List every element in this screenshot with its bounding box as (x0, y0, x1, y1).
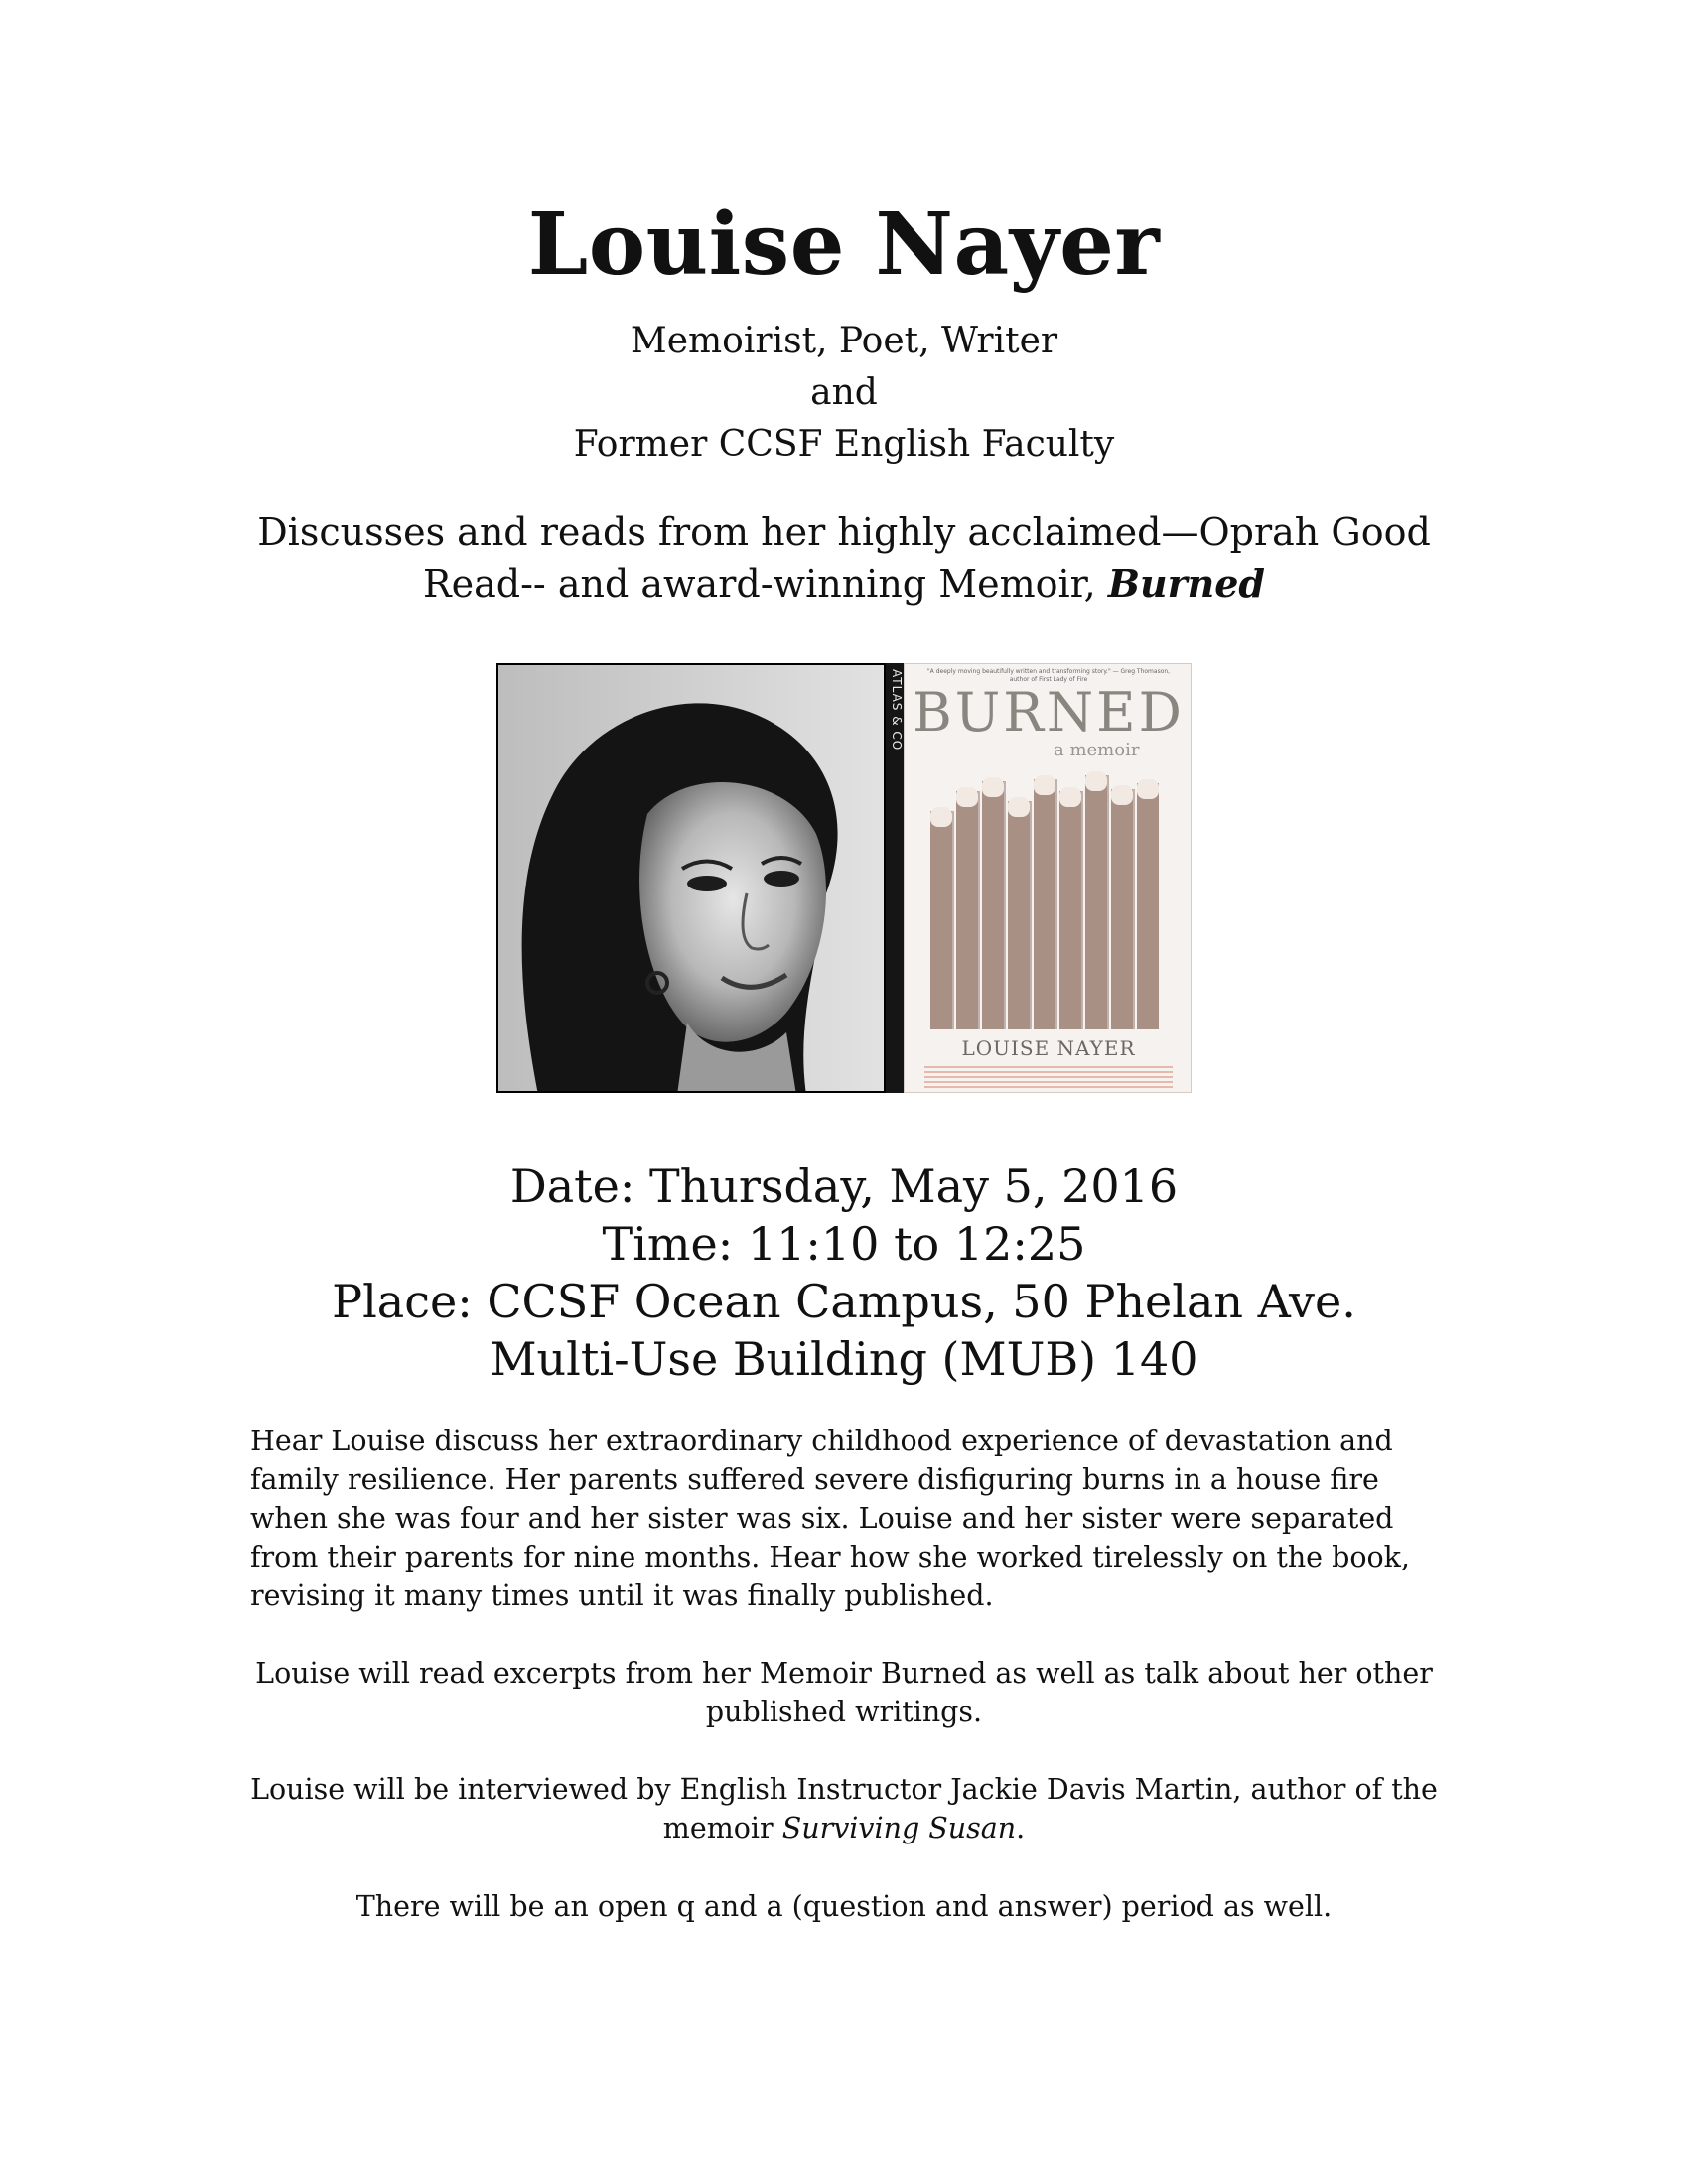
book-blurb: "A deeply moving beautifully written and transforming story." — Greg Thomason, author of First Lady of Fire (926, 668, 1171, 683)
summary-book-title: Burned (1107, 561, 1265, 606)
author-portrait-graphic (498, 665, 886, 1093)
book-cover (904, 663, 1192, 1093)
roles-line-2: and (810, 372, 878, 413)
roles-line-3: Former CCSF English Faculty (573, 424, 1115, 465)
book-spine: ATLAS & CO (886, 663, 904, 1093)
author-roles (0, 316, 1688, 471)
roles-line-1: Memoirist, Poet, Writer (630, 321, 1058, 361)
author-photo (496, 663, 886, 1093)
matches-illustration (930, 761, 1169, 1029)
event-room: Multi-Use Building (MUB) 140 (490, 1332, 1198, 1386)
summary-text: Discusses and reads from her highly acclaimed—Oprah Good Read-- and award-winning Memoir, (257, 510, 1431, 606)
event-details (0, 1158, 1688, 1388)
book-cover-stripes (924, 1063, 1173, 1089)
book-cover-title: BURNED (913, 681, 1185, 744)
description-paragraph-2: Louise will read excerpts from her Memoir Burned as well as talk about her other published writings. (255, 1657, 1433, 1728)
event-date: Date: Thursday, May 5, 2016 (509, 1160, 1179, 1213)
paragraph-3-book-title: Surviving Susan (781, 1812, 1017, 1844)
event-summary (238, 506, 1450, 610)
event-place: Place: CCSF Ocean Campus, 50 Phelan Ave. (332, 1275, 1356, 1328)
description-paragraph-3 (238, 1770, 1450, 1847)
images-panel (496, 663, 1192, 1093)
description-paragraph-4: There will be an open q and a (question and answer) period as well. (355, 1890, 1333, 1923)
page-title: Louise Nayer (527, 195, 1161, 295)
paragraph-3-suffix: . (1016, 1812, 1026, 1844)
description-paragraph-1: Hear Louise discuss her extraordinary childhood experience of devastation and family resilience. Her parents suffered severe disfiguring burns in a house fire when she was four and her sister was six. Louise and her sister were separated from their parents for nine months. Hear how she worked tirelessly on the book, revising it many times until it was finally published. (250, 1425, 1410, 1612)
book-cover-subtitle: a memoir (1054, 740, 1140, 760)
event-time: Time: 11:10 to 12:25 (602, 1217, 1086, 1271)
paragraph-3-text: Louise will be interviewed by English Instructor Jackie Davis Martin, author of the memoir (250, 1773, 1438, 1844)
book-cover-author: LOUISE NAYER (961, 1036, 1136, 1060)
